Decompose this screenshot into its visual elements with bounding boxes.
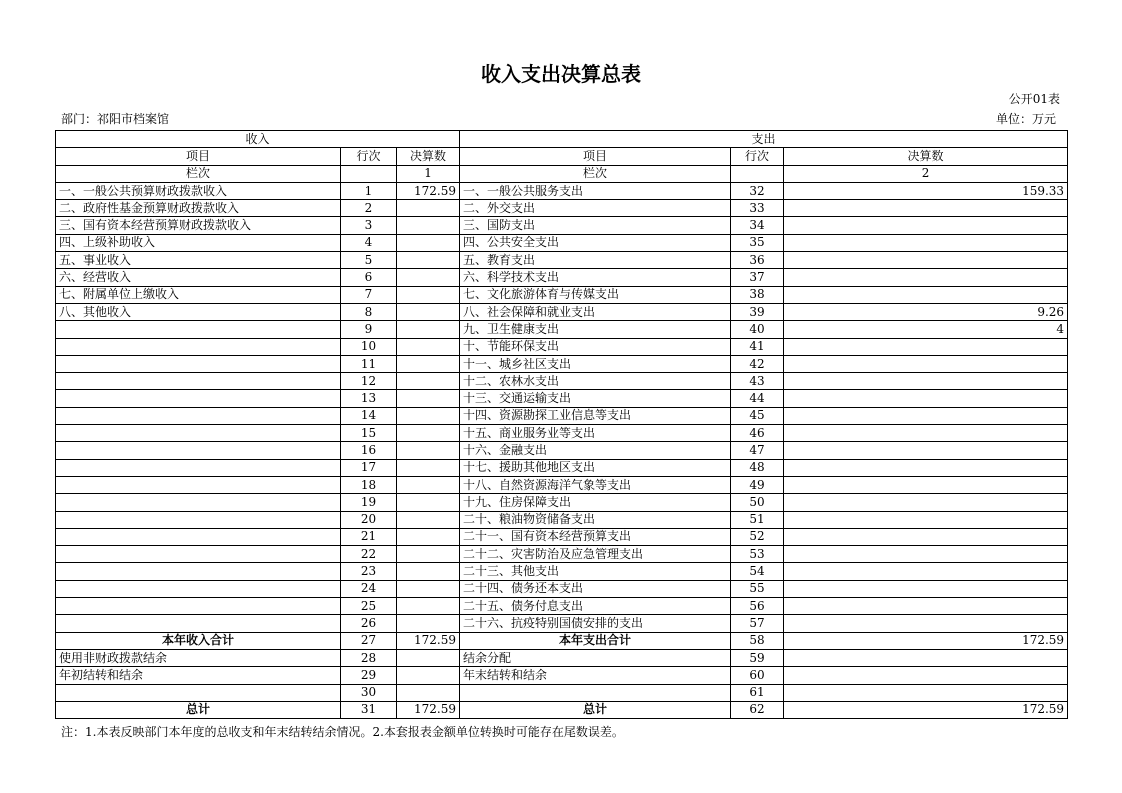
income-amount <box>397 494 460 511</box>
expense-item: 十三、交通运输支出 <box>460 390 731 407</box>
income-amount <box>397 252 460 269</box>
expense-row-no: 38 <box>731 286 784 303</box>
expense-item: 二十一、国有资本经营预算支出 <box>460 528 731 545</box>
income-row-no: 12 <box>341 373 397 390</box>
expense-item: 九、卫生健康支出 <box>460 321 731 338</box>
expense-amount <box>784 563 1068 580</box>
income-row-no: 25 <box>341 598 397 615</box>
expense-amount <box>784 269 1068 286</box>
expense-row-no: 61 <box>731 684 784 701</box>
header-row-column-index <box>56 165 1068 182</box>
expense-amount <box>784 528 1068 545</box>
income-row-no: 8 <box>341 303 397 320</box>
expense-row-no: 62 <box>731 701 784 718</box>
income-item: 一、一般公共预算财政拨款收入 <box>56 182 341 199</box>
expense-row-no: 45 <box>731 407 784 424</box>
footnote: 注：1.本表反映部门本年度的总收支和年末结转结余情况。2.本套报表金额单位转换时可能存在尾数误差。 <box>61 725 624 739</box>
income-column-label-empty <box>341 165 397 182</box>
table-body <box>56 131 1068 719</box>
income-item: 六、经营收入 <box>56 269 341 286</box>
expense-item: 十四、资源勘探工业信息等支出 <box>460 407 731 424</box>
table-row <box>56 303 1068 320</box>
expense-item: 二十五、债务付息支出 <box>460 598 731 615</box>
income-amount <box>397 546 460 563</box>
expense-row-no: 60 <box>731 667 784 684</box>
income-item: 使用非财政拨款结余 <box>56 649 341 666</box>
table-row <box>56 615 1068 632</box>
expense-item: 一、一般公共服务支出 <box>460 182 731 199</box>
expense-row-no: 57 <box>731 615 784 632</box>
income-row-no: 28 <box>341 649 397 666</box>
expense-item: 年末结转和结余 <box>460 667 731 684</box>
table-row <box>56 217 1068 234</box>
income-amount <box>397 200 460 217</box>
expense-amount <box>784 425 1068 442</box>
expense-amount: 159.33 <box>784 182 1068 199</box>
expense-item: 十五、商业服务业等支出 <box>460 425 731 442</box>
table-row <box>56 701 1068 718</box>
table-row <box>56 528 1068 545</box>
expense-item: 二十二、灾害防治及应急管理支出 <box>460 546 731 563</box>
expense-amount <box>784 442 1068 459</box>
table-row <box>56 667 1068 684</box>
department-label: 部门：祁阳市档案馆 <box>61 112 170 126</box>
income-amount <box>397 580 460 597</box>
table-row <box>56 252 1068 269</box>
income-amount <box>397 269 460 286</box>
table-row <box>56 182 1068 199</box>
income-amount <box>397 390 460 407</box>
income-item: 年初结转和结余 <box>56 667 341 684</box>
expense-item: 结余分配 <box>460 649 731 666</box>
expense-amount <box>784 598 1068 615</box>
expense-item: 十九、住房保障支出 <box>460 494 731 511</box>
income-amount: 172.59 <box>397 632 460 649</box>
expense-amount <box>784 476 1068 493</box>
income-item <box>56 563 341 580</box>
expense-amount <box>784 615 1068 632</box>
income-item <box>56 598 341 615</box>
expense-amount <box>784 390 1068 407</box>
expense-item: 二十三、其他支出 <box>460 563 731 580</box>
income-row-no: 2 <box>341 200 397 217</box>
income-amount <box>397 667 460 684</box>
income-row-no: 19 <box>341 494 397 511</box>
income-amount <box>397 286 460 303</box>
expense-column-label: 栏次 <box>460 165 731 182</box>
page-title: 收入支出决算总表 <box>481 62 641 86</box>
income-row-no-header: 行次 <box>341 148 397 165</box>
expense-row-no: 46 <box>731 425 784 442</box>
expense-amount <box>784 252 1068 269</box>
expense-amount: 172.59 <box>784 632 1068 649</box>
income-row-no: 21 <box>341 528 397 545</box>
expense-amount <box>784 407 1068 424</box>
income-item <box>56 459 341 476</box>
expense-amount: 9.26 <box>784 303 1068 320</box>
expense-item: 十八、自然资源海洋气象等支出 <box>460 476 731 493</box>
table-row <box>56 321 1068 338</box>
expense-item: 本年支出合计 <box>460 632 731 649</box>
table-row <box>56 286 1068 303</box>
table-row <box>56 407 1068 424</box>
header-row-section <box>56 131 1068 148</box>
income-amount <box>397 407 460 424</box>
income-item <box>56 373 341 390</box>
expense-item: 三、国防支出 <box>460 217 731 234</box>
income-row-no: 13 <box>341 390 397 407</box>
income-item <box>56 511 341 528</box>
expense-item: 六、科学技术支出 <box>460 269 731 286</box>
income-item <box>56 321 341 338</box>
income-header: 收入 <box>56 131 460 148</box>
table-row <box>56 684 1068 701</box>
table-row <box>56 649 1068 666</box>
table-row <box>56 580 1068 597</box>
expense-amount <box>784 338 1068 355</box>
expense-amount-header: 决算数 <box>784 148 1068 165</box>
income-column-label: 栏次 <box>56 165 341 182</box>
expense-item: 二十、粮油物资储备支出 <box>460 511 731 528</box>
income-item <box>56 684 341 701</box>
income-item <box>56 580 341 597</box>
income-row-no: 16 <box>341 442 397 459</box>
income-amount <box>397 649 460 666</box>
expense-row-no: 47 <box>731 442 784 459</box>
income-item <box>56 494 341 511</box>
income-row-no: 10 <box>341 338 397 355</box>
table-row <box>56 355 1068 372</box>
income-amount <box>397 459 460 476</box>
expense-item: 十二、农林水支出 <box>460 373 731 390</box>
income-amount <box>397 563 460 580</box>
expense-row-no: 42 <box>731 355 784 372</box>
expense-column-label-empty <box>731 165 784 182</box>
expense-row-no: 52 <box>731 528 784 545</box>
table-row <box>56 459 1068 476</box>
expense-row-no: 54 <box>731 563 784 580</box>
expense-amount <box>784 494 1068 511</box>
expense-item: 十六、金融支出 <box>460 442 731 459</box>
income-row-no: 30 <box>341 684 397 701</box>
table-row <box>56 632 1068 649</box>
income-row-no: 29 <box>341 667 397 684</box>
income-row-no: 15 <box>341 425 397 442</box>
expense-row-no: 58 <box>731 632 784 649</box>
income-item <box>56 355 341 372</box>
income-item: 八、其他收入 <box>56 303 341 320</box>
table-row <box>56 546 1068 563</box>
table-row <box>56 494 1068 511</box>
expense-row-no: 41 <box>731 338 784 355</box>
table-row <box>56 476 1068 493</box>
header-row-columns <box>56 148 1068 165</box>
income-amount <box>397 321 460 338</box>
expense-item: 四、公共安全支出 <box>460 234 731 251</box>
unit-label: 单位：万元 <box>995 112 1056 126</box>
expense-amount <box>784 580 1068 597</box>
income-amount: 172.59 <box>397 182 460 199</box>
expense-amount <box>784 217 1068 234</box>
income-amount <box>397 234 460 251</box>
expense-amount <box>784 373 1068 390</box>
income-row-no: 23 <box>341 563 397 580</box>
income-row-no: 18 <box>341 476 397 493</box>
income-item: 七、附属单位上缴收入 <box>56 286 341 303</box>
expense-amount: 4 <box>784 321 1068 338</box>
expense-header: 支出 <box>460 131 1068 148</box>
expense-item: 七、文化旅游体育与传媒支出 <box>460 286 731 303</box>
expense-row-no: 51 <box>731 511 784 528</box>
expense-row-no: 40 <box>731 321 784 338</box>
income-item <box>56 528 341 545</box>
expense-item: 十一、城乡社区支出 <box>460 355 731 372</box>
table-row <box>56 338 1068 355</box>
income-amount <box>397 598 460 615</box>
income-row-no: 26 <box>341 615 397 632</box>
expense-amount <box>784 286 1068 303</box>
expense-amount <box>784 667 1068 684</box>
income-item: 五、事业收入 <box>56 252 341 269</box>
expense-row-no: 39 <box>731 303 784 320</box>
expense-amount <box>784 511 1068 528</box>
expense-row-no: 44 <box>731 390 784 407</box>
expense-row-no: 33 <box>731 200 784 217</box>
income-amount <box>397 442 460 459</box>
expense-row-no: 36 <box>731 252 784 269</box>
income-item <box>56 476 341 493</box>
table-row <box>56 425 1068 442</box>
income-row-no: 6 <box>341 269 397 286</box>
expense-row-no: 34 <box>731 217 784 234</box>
income-item <box>56 442 341 459</box>
income-row-no: 4 <box>341 234 397 251</box>
income-amount <box>397 373 460 390</box>
income-item <box>56 338 341 355</box>
income-amount-header: 决算数 <box>397 148 460 165</box>
table-row <box>56 598 1068 615</box>
income-row-no: 14 <box>341 407 397 424</box>
expense-item: 八、社会保障和就业支出 <box>460 303 731 320</box>
income-amount <box>397 355 460 372</box>
expense-item: 二、外交支出 <box>460 200 731 217</box>
income-row-no: 7 <box>341 286 397 303</box>
income-amount <box>397 528 460 545</box>
income-amount <box>397 217 460 234</box>
income-item <box>56 425 341 442</box>
income-amount <box>397 476 460 493</box>
expense-row-no: 55 <box>731 580 784 597</box>
income-item: 总计 <box>56 701 341 718</box>
expense-column-index: 2 <box>784 165 1068 182</box>
table-row <box>56 269 1068 286</box>
expense-amount <box>784 200 1068 217</box>
expense-item: 五、教育支出 <box>460 252 731 269</box>
income-row-no: 22 <box>341 546 397 563</box>
income-amount <box>397 511 460 528</box>
income-row-no: 9 <box>341 321 397 338</box>
income-row-no: 31 <box>341 701 397 718</box>
income-amount: 172.59 <box>397 701 460 718</box>
expense-amount <box>784 234 1068 251</box>
income-row-no: 27 <box>341 632 397 649</box>
income-item <box>56 615 341 632</box>
income-row-no: 1 <box>341 182 397 199</box>
expense-row-no-header: 行次 <box>731 148 784 165</box>
income-row-no: 11 <box>341 355 397 372</box>
expense-item: 二十六、抗疫特别国债安排的支出 <box>460 615 731 632</box>
expense-amount <box>784 649 1068 666</box>
income-item: 本年收入合计 <box>56 632 341 649</box>
income-row-no: 17 <box>341 459 397 476</box>
expense-row-no: 48 <box>731 459 784 476</box>
income-column-index: 1 <box>397 165 460 182</box>
income-amount <box>397 303 460 320</box>
income-item: 三、国有资本经营预算财政拨款收入 <box>56 217 341 234</box>
table-row <box>56 200 1068 217</box>
table-row <box>56 511 1068 528</box>
expense-item: 二十四、债务还本支出 <box>460 580 731 597</box>
expense-row-no: 53 <box>731 546 784 563</box>
expense-item: 十、节能环保支出 <box>460 338 731 355</box>
income-amount <box>397 684 460 701</box>
expense-item: 总计 <box>460 701 731 718</box>
income-amount <box>397 338 460 355</box>
expense-amount <box>784 684 1068 701</box>
income-item: 二、政府性基金预算财政拨款收入 <box>56 200 341 217</box>
income-row-no: 3 <box>341 217 397 234</box>
expense-row-no: 37 <box>731 269 784 286</box>
expense-item-header: 项目 <box>460 148 731 165</box>
income-item: 四、上级补助收入 <box>56 234 341 251</box>
table-row <box>56 563 1068 580</box>
expense-amount <box>784 355 1068 372</box>
income-amount <box>397 615 460 632</box>
income-row-no: 20 <box>341 511 397 528</box>
expense-row-no: 32 <box>731 182 784 199</box>
expense-item: 十七、援助其他地区支出 <box>460 459 731 476</box>
income-item <box>56 407 341 424</box>
expense-amount <box>784 546 1068 563</box>
expense-amount <box>784 459 1068 476</box>
income-item-header: 项目 <box>56 148 341 165</box>
expense-row-no: 56 <box>731 598 784 615</box>
budget-table <box>55 130 1068 719</box>
expense-row-no: 35 <box>731 234 784 251</box>
table-row <box>56 373 1068 390</box>
expense-row-no: 43 <box>731 373 784 390</box>
table-row <box>56 442 1068 459</box>
income-item <box>56 390 341 407</box>
income-amount <box>397 425 460 442</box>
table-row <box>56 390 1068 407</box>
expense-amount: 172.59 <box>784 701 1068 718</box>
form-number: 公开01表 <box>1008 92 1060 106</box>
income-item <box>56 546 341 563</box>
income-row-no: 24 <box>341 580 397 597</box>
expense-item <box>460 684 731 701</box>
table-row <box>56 234 1068 251</box>
expense-row-no: 49 <box>731 476 784 493</box>
expense-row-no: 59 <box>731 649 784 666</box>
expense-row-no: 50 <box>731 494 784 511</box>
income-row-no: 5 <box>341 252 397 269</box>
